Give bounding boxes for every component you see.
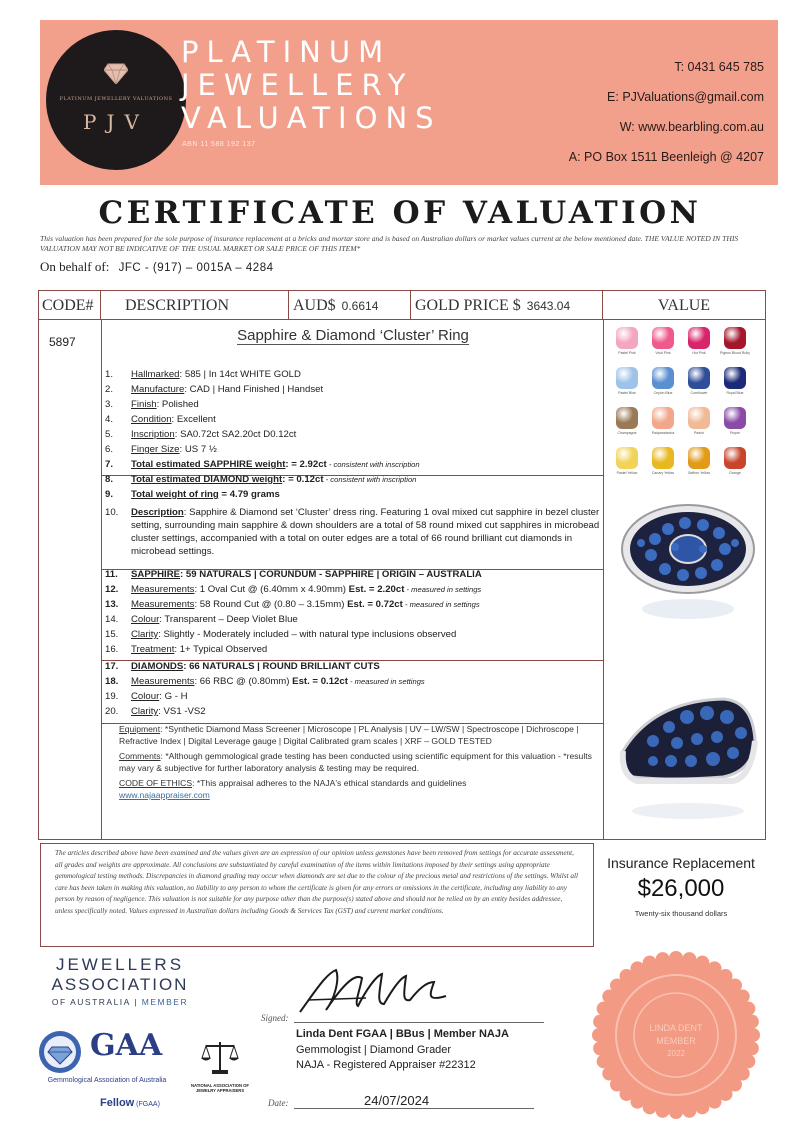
spec-line: 1. Hallmarked: 585 | In 14ct WHITE GOLD: [105, 369, 301, 380]
spec-line: 7. Total estimated SAPPHIRE weight: = 2.92ct - consistent with inscription: [105, 459, 420, 470]
item-specification-list: [105, 367, 603, 719]
contact-address: A: PO Box 1511 Beenleigh @ 4207: [568, 150, 764, 164]
gem-swatch-label: Pastel Blue: [618, 391, 636, 395]
gem-swatch-label: Padparadscha: [651, 431, 675, 435]
seal-edge-scallop: [656, 952, 670, 966]
seal-edge-scallop: [682, 952, 696, 966]
signed-label: Signed:: [261, 1013, 289, 1023]
ja-line: OF AUSTRALIA | MEMBER: [51, 997, 189, 1007]
seal-edge-scallop: [593, 1015, 607, 1029]
header-gold-price: GOLD PRICE $ 3643.04: [411, 291, 603, 320]
table-header-row: [39, 291, 765, 320]
gem-swatch-label: Champagne: [617, 431, 637, 435]
gem-swatch: [724, 447, 746, 469]
testing-notes: [119, 723, 599, 801]
header-band: [40, 20, 778, 185]
column-divider: [603, 320, 604, 840]
gem-swatch-label: Saffron Yellow: [687, 471, 711, 475]
seal-edge-scallop: [643, 956, 657, 970]
company-name: [181, 36, 481, 135]
gem-swatch: [724, 367, 746, 389]
spec-line: 9. Total weight of ring = 4.79 grams: [105, 489, 280, 500]
spec-line: 6. Finger Size: US 7 ½: [105, 444, 217, 455]
spec-line: 13. Measurements: 58 Round Cut @ (0.80 – 3.15mm) Est. = 0.72ct - measured in settings: [105, 599, 480, 610]
ja-line: JEWELLERS: [55, 955, 185, 974]
gem-swatch: [616, 367, 638, 389]
gem-swatch: [652, 327, 674, 349]
naja-website-link[interactable]: www.najaappraiser.com: [119, 790, 210, 800]
seal-text-name: LINDA DENT: [649, 1023, 703, 1033]
abn-number: ABN 11 588 192 137: [182, 141, 256, 148]
seal-edge-scallop: [745, 1041, 759, 1055]
company-logo: [46, 30, 186, 170]
gaa-abbr: GAA: [90, 1028, 163, 1063]
header-code: CODE#: [39, 291, 101, 320]
on-behalf-value: JFC - (917) – 0015A – 4284: [118, 262, 274, 274]
contact-email: E: PJValuations@gmail.com: [607, 90, 764, 104]
seal-text-year: 2022: [667, 1049, 685, 1058]
gem-swatch-label: Pigeon Blood Ruby: [720, 351, 750, 355]
spec-line: 8. Total estimated DIAMOND weight: = 0.12ct - consistent with inscription: [105, 474, 417, 485]
gem-swatch-label: Vivid Pink: [655, 351, 671, 355]
gem-swatch-label: Canary Yellow: [651, 471, 675, 475]
gem-swatch: [688, 407, 710, 429]
company-name-line: PLATINUM: [181, 35, 392, 69]
spec-line: 2. Manufacture: CAD | Hand Finished | Handset: [105, 384, 324, 395]
spec-line: 5. Inscription: SA0.72ct SA2.20ct D0.12ct: [105, 429, 297, 440]
spec-line: 11. SAPPHIRE: 59 NATURALS | CORUNDUM - SAPPHIRE | ORIGIN – AUSTRALIA: [105, 569, 482, 580]
diamond-icon: [104, 62, 128, 84]
column-divider: [101, 320, 102, 840]
gem-swatch: [688, 447, 710, 469]
seal-edge-scallop: [736, 990, 750, 1004]
gem-swatch: [688, 327, 710, 349]
seal-edge-scallop: [741, 1002, 755, 1016]
seal-edge-scallop: [669, 1105, 683, 1119]
gem-swatch-label: Pastel Pink: [618, 351, 636, 355]
gem-swatch: [724, 407, 746, 429]
company-name-line: JEWELLERY: [181, 68, 414, 102]
signer-registration: NAJA - Registered Appraiser #22312: [296, 1059, 476, 1071]
certificate-title: CERTIFICATE OF VALUATION: [98, 195, 702, 231]
seal-edge-scallop: [746, 1028, 760, 1042]
insurance-value: $26,000: [637, 875, 725, 902]
spec-line: 16. Treatment: 1+ Typical Observed: [105, 644, 268, 655]
gem-swatch-label: Peach: [694, 431, 704, 435]
company-name-line: VALUATIONS: [181, 101, 442, 135]
seal-edge-scallop: [593, 1041, 607, 1055]
contact-phone: T: 0431 645 785: [674, 60, 764, 74]
seal-edge-scallop: [592, 1028, 606, 1042]
gold-price-value: 3643.04: [526, 299, 571, 313]
spec-line: 4. Condition: Excellent: [105, 414, 216, 425]
seal-edge-scallop: [695, 1100, 709, 1114]
item-code: 5897: [49, 335, 76, 349]
naja-name: NATIONAL ASSOCIATION OF JEWELRY APPRAISERS: [190, 1083, 249, 1093]
spec-line-description: 10. Description: Sapphire & Diamond set ‘Cluster’ dress ring. Featuring 1 oval mixed cut sapphire in bezel cluster setting, surrounding main sapphire & down shoulders are a total of 58 round mixed cut sapphires in microbead cluster settings, accompanied with a total on outer edges are a total of 66 round brilliant cut diamonds in microbead settings.: [105, 507, 600, 557]
seal-edge-scallop: [741, 1054, 755, 1068]
seal-edge-scallop: [643, 1100, 657, 1114]
gaa-emblem-icon: [38, 1030, 82, 1074]
contact-details: [569, 52, 764, 172]
jewellers-association-logo: [40, 955, 200, 1007]
date-line: [294, 1108, 534, 1109]
date-label: Date:: [268, 1098, 289, 1108]
gem-swatch: [652, 447, 674, 469]
gem-swatch-label: Purple: [729, 431, 741, 435]
equipment-note: Equipment: *Synthetic Diamond Mass Screener | Microscope | PL Analysis | UV – LW/SW | Spectroscope | Dichroscope | Refractive Index | Digital Leverage gauge | Digital Calibrated gram scales | XRF – GOLD TESTED: [119, 724, 579, 746]
logo-initials: PJV: [83, 110, 149, 134]
scales-icon: [200, 1038, 240, 1076]
gem-swatch-label: Ceylon Blue: [653, 391, 673, 395]
gem-swatch: [616, 447, 638, 469]
naja-logo: [180, 1038, 260, 1093]
spec-line: 12. Measurements: 1 Oval Cut @ (6.40mm x 4.90mm) Est. = 2.20ct - measured in settings: [105, 584, 482, 595]
seal-edge-scallop: [597, 1054, 611, 1068]
contact-website: W: www.bearbling.com.au: [619, 120, 764, 134]
gem-swatch-label: Royal Blue: [726, 391, 744, 395]
seal-edge-scallop: [631, 961, 645, 975]
signature-line: [294, 1022, 544, 1023]
seal-edge-scallop: [669, 951, 683, 965]
gaa-full-name: Gemmological Association of Australia: [47, 1077, 167, 1084]
header-aud: AUD$ 0.6614: [289, 291, 411, 320]
header-value: VALUE: [657, 297, 711, 314]
valuation-date: 24/07/2024: [364, 1093, 430, 1108]
gaa-fellow: Fellow (FGAA): [100, 1097, 160, 1109]
gem-swatch-label: Pastel Yellow: [616, 471, 638, 475]
gem-swatch: [724, 327, 746, 349]
ja-line: ASSOCIATION: [51, 975, 189, 994]
spec-line: 3. Finish: Polished: [105, 399, 199, 410]
item-title: Sapphire & Diamond ‘Cluster’ Ring: [237, 327, 469, 344]
header-description: DESCRIPTION: [101, 291, 289, 320]
valuation-disclaimer: This valuation has been prepared for the sole purpose of insurance replacement at a bricks and mortar store and is based on Australian dollars or market values current at the below mentioned date. THE VALUE NOTED IN THIS VALUATION MAY NOT BE INDICATIVE OF THE USUAL MARKET OR SALE PRICE OF THIS ITEM*: [40, 234, 739, 253]
handwritten-signature: [296, 960, 456, 1020]
gem-swatch: [616, 327, 638, 349]
spec-line: 20. Clarity: VS1 -VS2: [105, 706, 206, 717]
valuation-table: [38, 290, 766, 840]
logo-ring-text: PLATINUM JEWELLERY VALUATIONS: [59, 96, 173, 102]
gem-swatch: [652, 367, 674, 389]
seal-edge-scallop: [597, 1002, 611, 1016]
ring-photo-side: [613, 681, 763, 831]
seal-edge-scallop: [682, 1104, 696, 1118]
ring-photo-top: [613, 487, 763, 637]
aud-rate: 0.6614: [341, 299, 379, 313]
insurance-label: Insurance Replacement: [607, 855, 755, 871]
spec-line: 17. DIAMONDS: 66 NATURALS | ROUND BRILLIANT CUTS: [105, 661, 380, 672]
seal-text-member: MEMBER: [656, 1036, 696, 1046]
insurance-replacement: [596, 855, 766, 918]
spec-line: 14. Colour: Transparent – Deep Violet Blue: [105, 614, 298, 625]
comments-note: Comments: *Although gemmological grade testing has been conducted using scientific equipment for this valuation - *results may vary & subjective for further laboratory analysis & testing may be required.: [119, 751, 592, 773]
seal-edge-scallop: [656, 1104, 670, 1118]
spec-line: 19. Colour: G - H: [105, 691, 188, 702]
ethics-note: CODE OF ETHICS: *This appraisal adheres to the NAJA's ethical standards and guidelines: [119, 778, 467, 788]
signer-name: Linda Dent FGAA | BBus | Member NAJA: [296, 1028, 509, 1040]
seal-edge-scallop: [695, 956, 709, 970]
terms-and-conditions: The articles described above have been examined and the values given are an expression of our opinion unless gemstones have been removed from settings for accurate assessment, all grades and weights are approximate. All conclusions are substantiated by careful examination of the items within limitations imposed by their settings using appropriate gemmological testing methods. Discrepancies in diamond grading may occur when diamonds are set due to the colour of the precious metal and restrictions of the settings. Whilst all care has been taken in making this valuation, no liability to any person to whom the certificate is given for any errors or omissions in the certificate, including any liability to any person by reason of negligence. This valuation is not suitable for any purpose other than the purpose(s) stated above and should not be relied on by an entity besides addressee, unless specifically noted. Values expressed in Australian dollars including Goods & Services Tax (GST) and current market conditions.: [40, 843, 594, 947]
seal-edge-scallop: [602, 1067, 616, 1081]
member-seal: [592, 951, 760, 1119]
insurance-value-words: Twenty-six thousand dollars: [634, 909, 728, 918]
gem-swatch: [616, 407, 638, 429]
gem-swatch-label: Hot Pink: [692, 351, 706, 355]
spec-line: 18. Measurements: 66 RBC @ (0.80mm) Est. = 0.12ct - measured in settings: [105, 676, 425, 687]
seal-edge-scallop: [745, 1015, 759, 1029]
gem-swatch-label: Cornflower: [690, 391, 708, 395]
spec-line: 15. Clarity: Slightly - Moderately included – with natural type inclusions observed: [105, 629, 457, 640]
gem-swatch-label: Orange: [729, 471, 741, 475]
gem-swatch: [688, 367, 710, 389]
signer-role: Gemmologist | Diamond Grader: [296, 1044, 452, 1056]
seal-edge-scallop: [708, 1095, 722, 1109]
on-behalf-of: [40, 259, 273, 275]
gem-swatch: [652, 407, 674, 429]
on-behalf-label: On behalf of:: [40, 259, 110, 274]
